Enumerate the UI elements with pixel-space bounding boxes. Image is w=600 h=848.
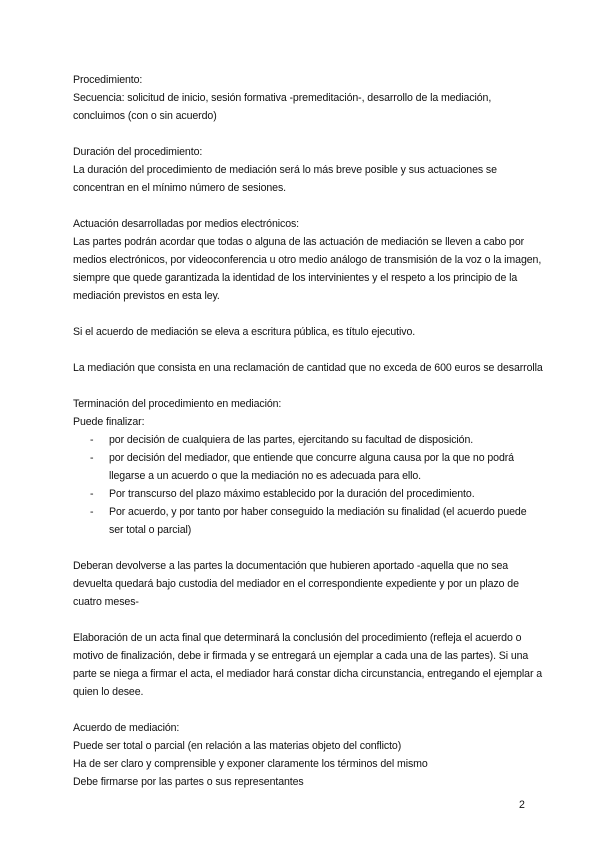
section-heading: Procedimiento:	[73, 74, 143, 86]
section-heading: Duración del procedimiento:	[73, 146, 203, 158]
list-item-text: Por transcurso del plazo máximo establecido por la duración del procedimiento.	[109, 488, 475, 500]
section-terminacion	[73, 395, 543, 539]
dash-bullet: -	[90, 506, 94, 518]
section-heading: Terminación del procedimiento en mediación:	[73, 398, 282, 410]
section-text: La mediación que consista en una reclamación de cantidad que no exceda de 600 euros se desarrolla	[73, 362, 543, 374]
section-text: Deberan devolverse a las partes la documentación que hubieren aportado -aquella que no sea devuelta quedará bajo custodia del mediador en el correspondiente expediente y por un plazo de cuatro meses-	[73, 560, 519, 608]
section-line: Ha de ser claro y comprensible y exponer claramente los términos del mismo	[73, 758, 428, 770]
document-body	[73, 71, 543, 809]
section-acta-final	[73, 629, 543, 701]
list-item	[73, 503, 543, 539]
section-text: Elaboración de un acta final que determinará la conclusión del procedimiento (refleja el acuerdo o motivo de finalización, debe ir firmada y se entregará un ejemplar a cada una de las partes). Si una parte se niega a firmar el acta, el mediador hará constar dicha circunstancia, entregando el ejemplar a quien lo desee.	[73, 632, 543, 698]
dash-bullet: -	[90, 434, 94, 446]
section-titulo-ejecutivo	[73, 323, 543, 341]
list-item	[73, 449, 543, 485]
list-item-text: por decisión del mediador, que entiende que concurre alguna causa por la que no podrá llegarse a un acuerdo o que la mediación no es adecuada para ello.	[109, 452, 514, 482]
section-procedimiento	[73, 71, 543, 125]
section-text: Las partes podrán acordar que todas o alguna de las actuación de mediación se lleven a cabo por medios electrónicos, por videoconferencia u otro medio análogo de transmisión de la voz o la imagen, siempre que quede garantizada la identidad de los intervinientes y el respeto a los principio de la mediación previstos en esta ley.	[73, 236, 542, 302]
list-item	[73, 485, 543, 503]
list-item-text: Por acuerdo, y por tanto por haber conseguido la mediación su finalidad (el acuerdo puede ser total o parcial)	[109, 506, 527, 536]
dash-bullet: -	[90, 488, 94, 500]
section-acuerdo	[73, 719, 543, 791]
section-line: Puede ser total o parcial (en relación a las materias objeto del conflicto)	[73, 740, 402, 752]
page-number: 2	[519, 799, 525, 811]
section-reclamacion-cantidad	[73, 359, 543, 377]
section-text: Si el acuerdo de mediación se eleva a escritura pública, es título ejecutivo.	[73, 326, 416, 338]
section-line: Debe firmarse por las partes o sus representantes	[73, 776, 304, 788]
list-item	[73, 431, 543, 449]
termination-list	[73, 431, 543, 539]
section-heading: Actuación desarrolladas por medios electrónicos:	[73, 218, 300, 230]
section-intro: Puede finalizar:	[73, 416, 145, 428]
section-medios-electronicos	[73, 215, 543, 305]
section-devolucion-documentacion	[73, 557, 543, 611]
section-duracion	[73, 143, 543, 197]
section-text: La duración del procedimiento de mediación será lo más breve posible y sus actuaciones se concentran en el mínimo número de sesiones.	[73, 164, 497, 194]
dash-bullet: -	[90, 452, 94, 464]
list-item-text: por decisión de cualquiera de las partes, ejercitando su facultad de disposición.	[109, 434, 474, 446]
section-heading: Acuerdo de mediación:	[73, 722, 180, 734]
section-text: Secuencia: solicitud de inicio, sesión formativa -premeditación-, desarrollo de la mediación, concluimos (con o sin acuerdo)	[73, 92, 492, 122]
